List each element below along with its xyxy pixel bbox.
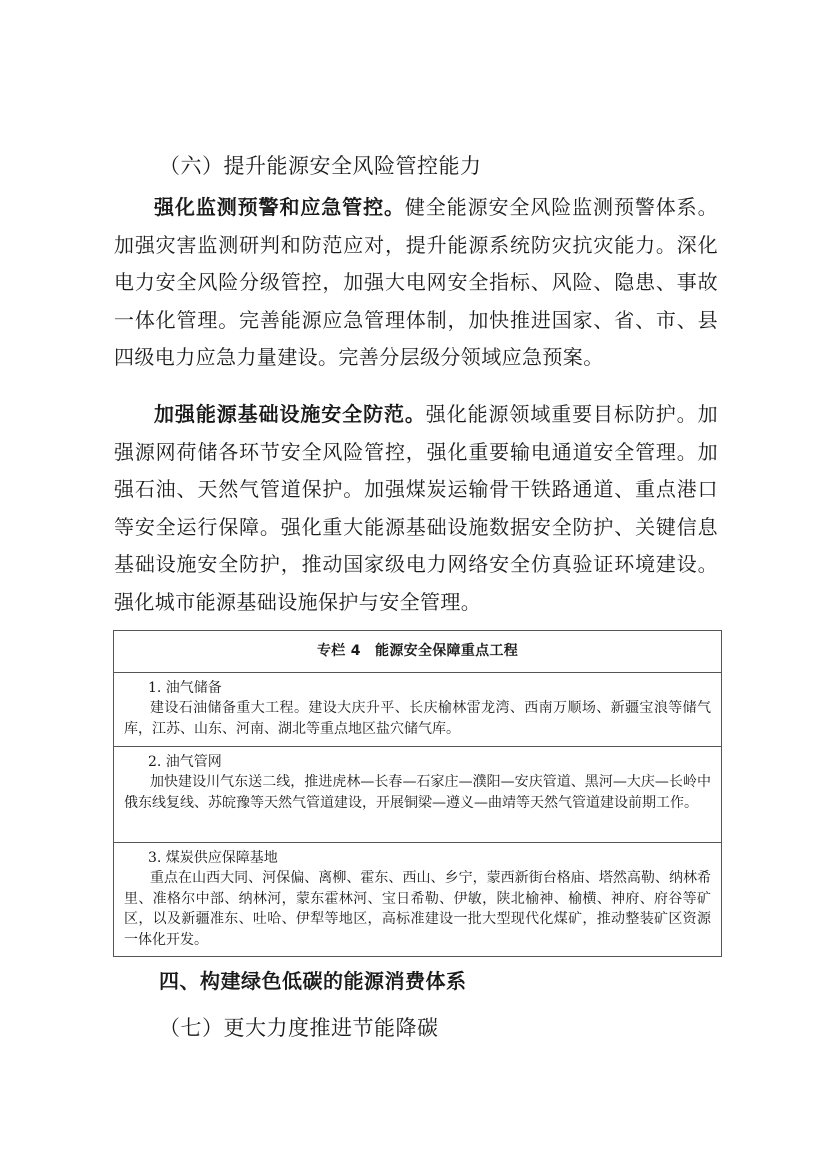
column-section-body: 重点在山西大同、河保偏、离柳、霍东、西山、乡宁，蒙西新街台格庙、塔然高勒、纳林希里、准格尔中部、纳林河，蒙东霍林河、宝日希勒、伊敏，陕北榆神、榆横、神府、府谷等矿区，以及新疆准东、吐哈、伊犁等地区，高标准建设一批大型现代化煤矿，推动整装矿区资源一体化开发。 <box>124 870 711 948</box>
column-box-section <box>114 673 721 747</box>
paragraph-text: 强化能源领域重要目标防护。加强源网荷储各环节安全风险管控，强化重要输电通道安全管理。加强石油、天然气管道保护。加强煤炭运输骨干铁路通道、重点港口等安全运行保障。强化重大能源基础设施数据安全防护、关键信息基础设施安全防护，推动国家级电力网络安全仿真验证环境建设。强化城市能源基础设施保护与安全管理。 <box>114 402 718 614</box>
section-heading: （六）提升能源安全风险管控能力 <box>159 154 482 178</box>
paragraph-monitoring <box>114 189 718 377</box>
paragraph-text: 健全能源安全风险监测预警体系。加强灾害监测研判和防范应对，提升能源系统防灾抗灾能力。深化电力安全风险分级管控，加强大电网安全指标、风险、隐患、事故一体化管理。完善能源应急管理体制，加快推进国家、省、市、县四级电力应急力量建设。完善分层级分领域应急预案。 <box>114 195 718 369</box>
column-section-title: 2. 油气管网 <box>148 754 222 770</box>
column-box-section <box>114 843 721 957</box>
column-section-title: 1. 油气储备 <box>148 680 222 696</box>
paragraph-lead: 加强能源基础设施安全防范。 <box>154 402 426 426</box>
paragraph-lead: 强化监测预警和应急管控。 <box>154 195 405 219</box>
chapter-heading: 四、构建绿色低碳的能源消费体系 <box>159 969 467 993</box>
column-section-title: 3. 煤炭供应保障基地 <box>148 850 278 866</box>
paragraph-infrastructure <box>114 396 718 621</box>
column-section-body: 建设石油储备重大工程。建设大庆升平、长庆榆林雷龙湾、西南万顺场、新疆宝浪等储气库，江苏、山东、河南、湖北等重点地区盐穴储气库。 <box>124 700 711 737</box>
column-box-section <box>114 747 721 843</box>
section-heading: （七）更大力度推进节能降碳 <box>159 1016 439 1040</box>
column-section-body: 加快建设川气东送二线，推进虎林—长春—石家庄—濮阳—安庆管道、黑河—大庆—长岭中俄东线复线、苏皖豫等天然气管道建设，开展铜梁—遵义—曲靖等天然气管道建设前期工作。 <box>124 774 711 811</box>
column-box <box>113 630 722 957</box>
column-box-title: 专栏 4 能源安全保障重点工程 <box>114 631 721 673</box>
